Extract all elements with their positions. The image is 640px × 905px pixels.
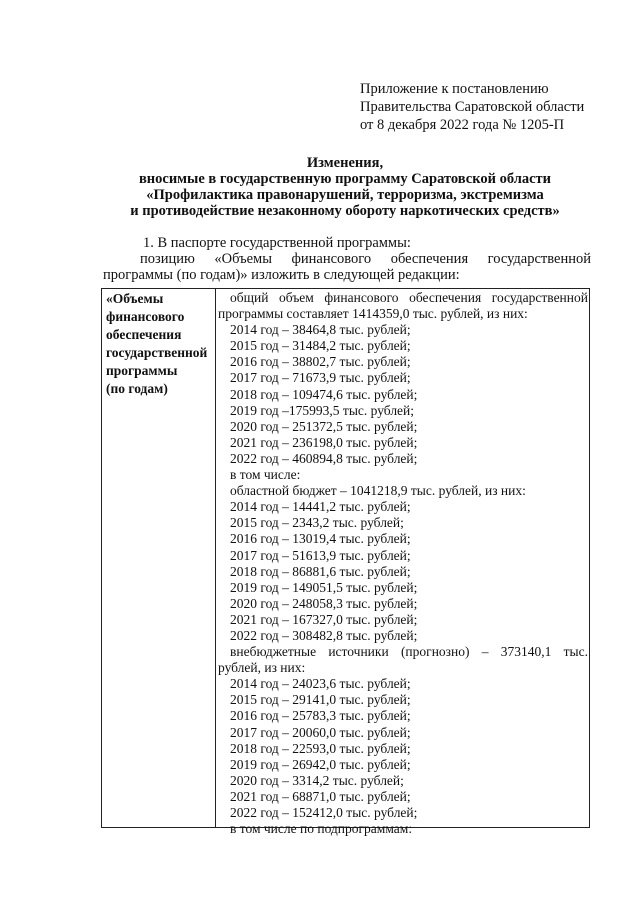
- table-value-cell: [218, 290, 588, 837]
- total-justified-line: [218, 290, 588, 306]
- intro-word: финансового: [291, 251, 372, 267]
- extrabudgetary-word: 373140,1: [500, 644, 552, 660]
- regional-year-row: 2022 год – 308482,8 тыс. рублей;: [230, 627, 418, 643]
- label-line: «Объемы: [106, 291, 164, 306]
- total-year-row: 2015 год – 31484,2 тыс. рублей;: [230, 338, 411, 354]
- table-column-divider: [215, 289, 216, 827]
- total-year-row: 2014 год – 38464,8 тыс. рублей;: [230, 322, 411, 338]
- regional-year-row: 2015 год – 2343,2 тыс. рублей;: [230, 515, 404, 531]
- funding-table: [101, 288, 590, 837]
- extrabudgetary-line: рублей, из них:: [218, 660, 306, 676]
- total-year-row: 2017 год – 71673,9 тыс. рублей;: [230, 370, 411, 386]
- intro-word: обеспечения: [390, 251, 469, 267]
- intro-justified-line: [103, 251, 591, 267]
- total-word: государственной: [491, 290, 588, 305]
- title-line: вносимые в государственную программу Саратовской области: [138, 171, 552, 187]
- total-line: программы составляет 1414359,0 тыс. рублей, из них:: [218, 306, 528, 322]
- label-line: (по годам): [106, 381, 168, 396]
- total-year-row: 2022 год – 460894,8 тыс. рублей;: [230, 450, 418, 466]
- total-word: финансового: [324, 290, 399, 305]
- label-line: финансового: [106, 309, 185, 324]
- regional-year-row: 2019 год – 149051,5 тыс. рублей;: [230, 579, 418, 595]
- intro-line: программы (по годам)» изложить в следующей редакции:: [103, 267, 460, 283]
- label-line: обеспечения: [106, 327, 182, 342]
- intro-word: «Объемы: [214, 251, 272, 267]
- extrabudgetary-word: тыс.: [563, 644, 588, 660]
- intro-word: позицию: [140, 251, 195, 267]
- intro-item: 1. В паспорте государственной программы:: [143, 235, 411, 251]
- extrabudgetary-justified-line: [218, 644, 588, 660]
- title-line: и противодействие незаконному обороту наркотических средств»: [130, 203, 560, 219]
- extrabudgetary-word: –: [481, 644, 489, 660]
- total-word: общий: [230, 290, 269, 305]
- regional-year-row: 2021 год – 167327,0 тыс. рублей;: [230, 611, 418, 627]
- regional-year-row: 2020 год – 248058,3 тыс. рублей;: [230, 595, 418, 611]
- total-word: объем: [279, 290, 314, 305]
- extrabudgetary-year-row: 2015 год – 29141,0 тыс. рублей;: [230, 692, 411, 708]
- intro-word: государственной: [487, 251, 591, 267]
- regional-year-row: 2014 год – 14441,2 тыс. рублей;: [230, 499, 411, 515]
- regional-year-row: 2017 год – 51613,9 тыс. рублей;: [230, 547, 411, 563]
- total-year-row: 2018 год – 109474,6 тыс. рублей;: [230, 386, 418, 402]
- subprograms-line: в том числе по подпрограммам:: [230, 821, 413, 837]
- regional-year-row: 2018 год – 86881,6 тыс. рублей;: [230, 563, 411, 579]
- label-line: программы: [106, 363, 178, 378]
- table-label-cell: [106, 290, 214, 398]
- document-title: [90, 155, 600, 219]
- total-year-row: 2016 год – 38802,7 тыс. рублей;: [230, 354, 411, 370]
- extrabudgetary-word: внебюджетные: [230, 644, 317, 660]
- including-line: в том числе:: [230, 467, 301, 483]
- regional-year-row: 2016 год – 13019,4 тыс. рублей;: [230, 531, 411, 547]
- extrabudgetary-word: (прогнозно): [400, 644, 470, 660]
- appendix-header: [360, 80, 620, 134]
- extrabudgetary-word: источники: [328, 644, 389, 660]
- appendix-line: Приложение к постановлению: [360, 81, 549, 97]
- title-line: «Профилактика правонарушений, терроризма, экстремизма: [146, 187, 544, 203]
- total-year-row: 2019 год –175993,5 тыс. рублей;: [230, 402, 415, 418]
- title-line: Изменения,: [306, 155, 384, 171]
- total-year-row: 2021 год – 236198,0 тыс. рублей;: [230, 434, 418, 450]
- extrabudgetary-year-row: 2022 год – 152412,0 тыс. рублей;: [230, 805, 418, 820]
- appendix-line: Правительства Саратовской области: [360, 99, 585, 115]
- extrabudgetary-year-row: 2020 год – 3314,2 тыс. рублей;: [230, 772, 404, 788]
- total-word: обеспечения: [409, 290, 482, 305]
- regional-budget-line: областной бюджет – 1041218,9 тыс. рублей, из них:: [230, 483, 526, 499]
- label-line: государственной: [106, 345, 208, 360]
- extrabudgetary-year-row: 2017 год – 20060,0 тыс. рублей;: [230, 724, 411, 740]
- extrabudgetary-year-row: 2018 год – 22593,0 тыс. рублей;: [230, 740, 411, 756]
- extrabudgetary-year-row: 2021 год – 68871,0 тыс. рублей;: [230, 788, 411, 804]
- extrabudgetary-year-row: 2019 год – 26942,0 тыс. рублей;: [230, 756, 411, 772]
- total-year-row: 2020 год – 251372,5 тыс. рублей;: [230, 418, 418, 434]
- intro-paragraph: [103, 235, 591, 283]
- extrabudgetary-year-row: 2016 год – 25783,3 тыс. рублей;: [230, 708, 411, 724]
- appendix-line: от 8 декабря 2022 года № 1205-П: [360, 117, 565, 133]
- extrabudgetary-year-row: 2014 год – 24023,6 тыс. рублей;: [230, 676, 411, 692]
